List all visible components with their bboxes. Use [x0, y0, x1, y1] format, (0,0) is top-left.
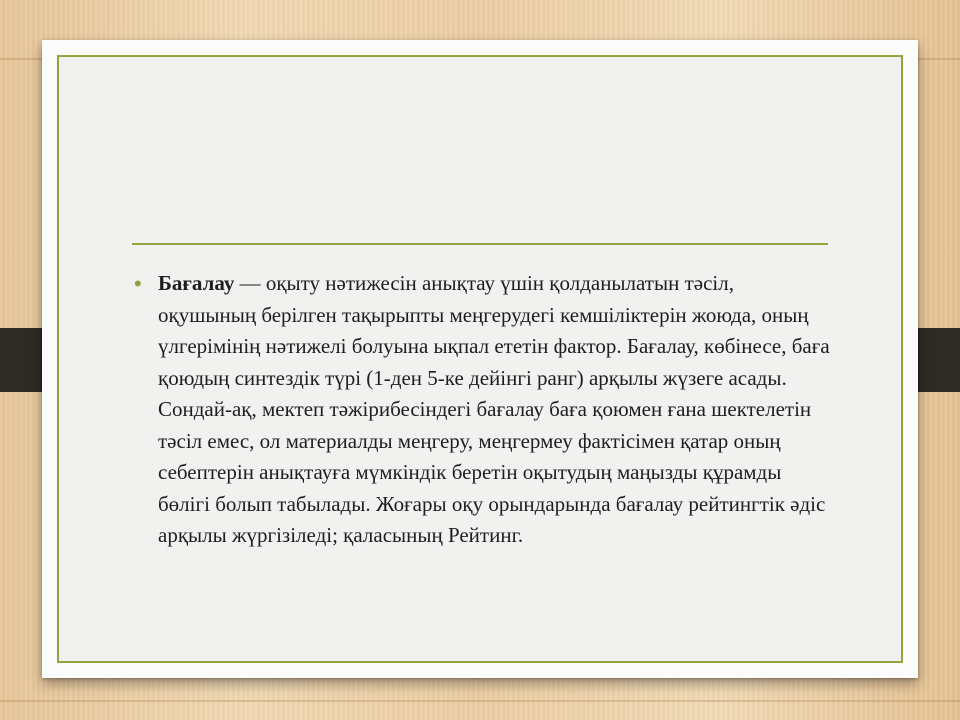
bullet-icon: •: [134, 271, 142, 296]
title-divider: [132, 243, 828, 245]
bullet-item: [134, 268, 834, 552]
wood-grain: [0, 700, 960, 702]
slide-content: [134, 268, 834, 552]
definition-text: — оқыту нәтижесін анықтау үшін қолданылатын тәсіл, оқушының берілген тақырыпты меңгерудегі кемшіліктерін жоюда, оның үлгерімінің нәтижелі болуына ықпал ететін фактор. Бағалау, көбінесе, баға қоюдың синтездік түрі (1-ден 5-ке дейінгі ранг) арқылы жүзеге асады. Сондай-ақ, мектеп тәжірибесіндегі бағалау баға қоюмен ғана шектелетін тәсіл емес, ол материалды меңгеру, меңгермеу фактісімен қатар оның себептерін анықтауға мүмкіндік беретін оқытудың маңызды құрамды бөлігі болып табылады. Жоғары оқу орындарында бағалау рейтингтік әдіс арқылы жүргізіледі; қаласының Рейтинг.: [158, 271, 830, 547]
term-bold: Бағалау: [158, 271, 235, 295]
bullet-text: [158, 268, 834, 552]
